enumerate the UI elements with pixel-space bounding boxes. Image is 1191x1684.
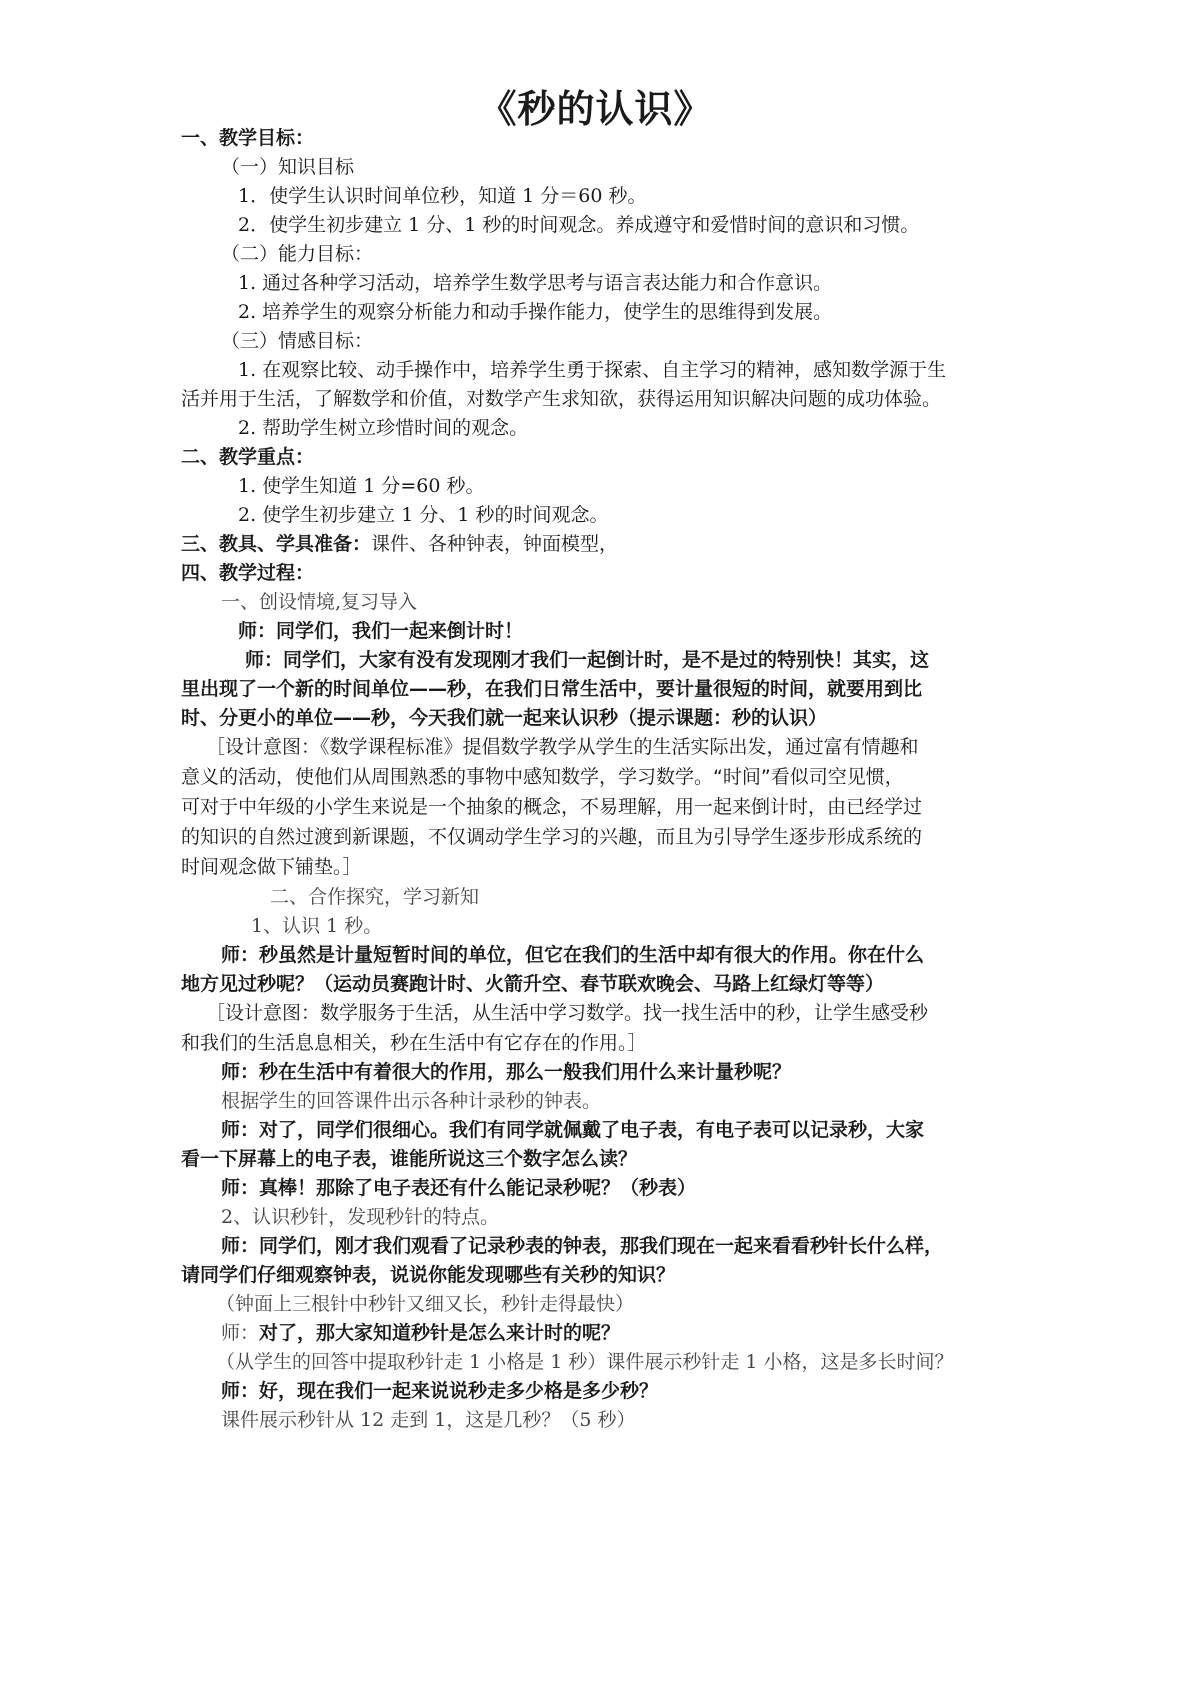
materials-content: 课件、各种钟表，钟面模型， bbox=[371, 533, 619, 555]
design-intent-1-line-1: ［设计意图：《数学课程标准》提倡数学教学从学生的生活实际出发，通过富有情趣和 bbox=[206, 736, 919, 758]
document-title: 《秒的认识》 bbox=[478, 87, 713, 131]
teacher-prefix: 师： bbox=[221, 1322, 260, 1344]
teacher-line-3a: 师：秒虽然是计量短暂时间的单位，但它在我们的生活中却有很大的作用。你在什么 bbox=[221, 944, 925, 966]
knowledge-item-2: 2．使学生初步建立 1 分、1 秒的时间观念。养成遵守和爱惜时间的意识和习惯。 bbox=[238, 214, 920, 236]
part2-sub-1: 1、认识 1 秒。 bbox=[251, 915, 383, 937]
subheading-knowledge: （一）知识目标 bbox=[221, 156, 355, 178]
subheading-emotion: （三）情感目标： bbox=[221, 330, 374, 352]
note-1: 根据学生的回答课件出示各种计录秒的钟表。 bbox=[221, 1090, 602, 1112]
key-point-1: 1. 使学生知道 1 分=60 秒。 bbox=[238, 475, 485, 497]
ability-item-1: 1. 通过各种学习活动，培养学生数学思考与语言表达能力和合作意识。 bbox=[238, 272, 833, 294]
knowledge-item-1: 1．使学生认识时间单位秒，知道 1 分＝60 秒。 bbox=[238, 185, 647, 207]
teacher-line-7b: 请同学们仔细观察钟表，说说你能发现哪些有关秒的知识？ bbox=[181, 1264, 676, 1286]
part1-heading: 一、创设情境,复习导入 bbox=[221, 591, 418, 613]
part2-sub-2: 2、认识秒针，发现秒针的特点。 bbox=[221, 1206, 500, 1228]
emotion-item-1-line-1: 1. 在观察比较、动手操作中，培养学生勇于探索、自主学习的精神，感知数学源于生 bbox=[238, 359, 947, 381]
design-intent-1-line-3: 可对于中年级的小学生来说是一个抽象的概念，不易理解，用一起来倒计时，由已经学过 bbox=[181, 796, 923, 818]
note-3: （从学生的回答中提取秒针走 1 小格是 1 秒）课件展示秒针走 1 小格，这是多长时间？ bbox=[216, 1351, 954, 1373]
teacher-line-2b: 里出现了一个新的时间单位——秒，在我们日常生活中，要计量很短的时间，就要用到比 bbox=[181, 678, 923, 700]
teacher-line-5a: 师：对了，同学们很细心。我们有同学就佩戴了电子表，有电子表可以记录秒，大家 bbox=[221, 1119, 925, 1141]
design-intent-2-line-2: 和我们的生活息息相关，秒在生活中有它存在的作用。］ bbox=[181, 1032, 647, 1054]
design-intent-1-line-2: 意义的活动，使他们从周围熟悉的事物中感知数学，学习数学。“时间”看似司空见惯， bbox=[181, 766, 904, 788]
part2-heading: 二、合作探究，学习新知 bbox=[270, 886, 480, 908]
emotion-item-2: 2. 帮助学生树立珍惜时间的观念。 bbox=[238, 417, 529, 439]
teacher-line-7a: 师：同学们，刚才我们观看了记录秒表的钟表，那我们现在一起来看看秒针长什么样， bbox=[221, 1235, 944, 1257]
materials-line bbox=[181, 529, 1021, 560]
teacher-line-6: 师：真棒！那除了电子表还有什么能记录秒呢？（秒表） bbox=[221, 1177, 697, 1199]
teacher-line-9: 师：好，现在我们一起来说说秒走多少格是多少秒？ bbox=[221, 1380, 659, 1402]
teacher-line-2a: 师：同学们，大家有没有发现刚才我们一起倒计时，是不是过的特别快！其实，这 bbox=[245, 649, 930, 671]
design-intent-1-line-5: 时间观念做下铺垫。］ bbox=[181, 856, 362, 878]
ability-item-2: 2. 培养学生的观察分析能力和动手操作能力，使学生的思维得到发展。 bbox=[238, 301, 833, 323]
section-heading-key-points: 二、教学重点： bbox=[181, 446, 315, 468]
teacher-line-4: 师：秒在生活中有着很大的作用，那么一般我们用什么来计量秒呢？ bbox=[221, 1061, 792, 1083]
teacher-line-8-text: 对了，那大家知道秒针是怎么来计时的呢？ bbox=[259, 1322, 621, 1344]
teacher-line-3b: 地方见过秒呢？（运动员赛跑计时、火箭升空、春节联欢晚会、马路上红绿灯等等） bbox=[181, 973, 885, 995]
design-intent-1-line-4: 的知识的自然过渡到新课题，不仅调动学生学习的兴趣，而且为引导学生逐步形成系统的 bbox=[181, 826, 923, 848]
teacher-line-2c: 时、分更小的单位——秒，今天我们就一起来认识秒（提示课题：秒的认识） bbox=[181, 707, 828, 729]
key-point-2: 2. 使学生初步建立 1 分、1 秒的时间观念。 bbox=[238, 504, 609, 526]
section-heading-process: 四、教学过程： bbox=[181, 562, 315, 584]
section-heading-materials: 三、教具、学具准备： bbox=[181, 533, 372, 555]
subheading-ability: （二）能力目标： bbox=[221, 243, 374, 265]
note-4: 课件展示秒针从 12 走到 1，这是几秒？（5 秒） bbox=[221, 1409, 636, 1431]
design-intent-2-line-1: ［设计意图：数学服务于生活，从生活中学习数学。找一找生活中的秒，让学生感受秒 bbox=[206, 1002, 929, 1024]
teacher-line-8 bbox=[221, 1318, 1061, 1349]
teacher-line-1: 师：同学们，我们一起来倒计时！ bbox=[238, 620, 524, 642]
note-2: （钟面上三根针中秒针又细又长，秒针走得最快） bbox=[216, 1293, 635, 1315]
emotion-item-1-line-2: 活并用于生活，了解数学和价值，对数学产生求知欲，获得运用知识解决问题的成功体验。 bbox=[181, 388, 942, 410]
section-heading-objectives: 一、教学目标： bbox=[181, 127, 315, 149]
teacher-line-5b: 看一下屏幕上的电子表，谁能所说这三个数字怎么读？ bbox=[181, 1148, 638, 1170]
